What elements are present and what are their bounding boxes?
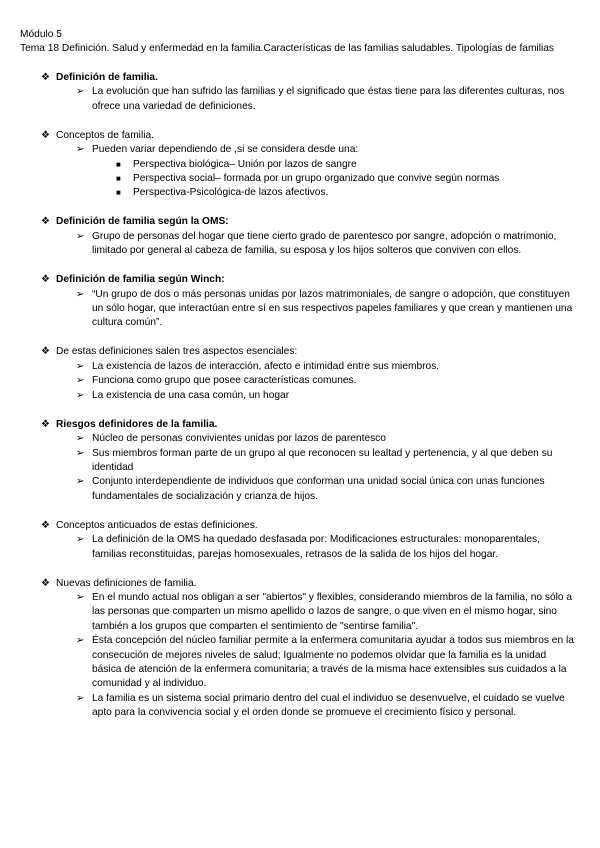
list-item-text: La existencia de lazos de interacción, afecto e intimidad entre sus miembros. bbox=[92, 360, 440, 372]
arrow-bullet-icon: ➢ bbox=[76, 375, 85, 387]
list-item-text: Núcleo de personas convivientes unidas por lazos de parentesco bbox=[92, 433, 386, 445]
list-item-text: Funciona como grupo que posee características comunes. bbox=[92, 375, 357, 387]
square-bullet-icon: ■ bbox=[116, 188, 121, 198]
section-title: Definición de familia según Winch: bbox=[56, 274, 225, 286]
module-title: Módulo 5 bbox=[20, 29, 62, 40]
section-heading bbox=[20, 345, 580, 359]
section-title: Definición de familia según la OMS: bbox=[56, 216, 229, 228]
diamond-bullet-icon: ❖ bbox=[41, 129, 50, 141]
topic-title: Tema 18 Definición. Salud y enfermedad en la familia.Características de las familias saludables. Tipologías de familias bbox=[20, 43, 554, 55]
list-item-text: La evolución que han sufrido las familias y el significado que éstas tiene para las diferentes culturas, nos ofrece una variedad de definiciones. bbox=[92, 86, 565, 112]
arrow-bullet-icon: ➢ bbox=[76, 360, 85, 372]
square-bullet-icon: ■ bbox=[116, 174, 121, 184]
section bbox=[20, 215, 580, 258]
arrow-bullet-icon: ➢ bbox=[76, 692, 85, 704]
diamond-bullet-icon: ❖ bbox=[41, 72, 50, 83]
diamond-bullet-icon: ❖ bbox=[41, 274, 50, 286]
section bbox=[20, 345, 580, 403]
section-title: Conceptos anticuados de estas definiciones. bbox=[56, 519, 258, 531]
section bbox=[20, 519, 580, 562]
list-item bbox=[20, 475, 580, 504]
section-heading bbox=[20, 129, 580, 143]
section-title: Riesgos definidores de la familia. bbox=[56, 418, 218, 430]
section bbox=[20, 577, 580, 721]
diamond-bullet-icon: ❖ bbox=[41, 577, 50, 589]
section-heading bbox=[20, 215, 580, 229]
list-item bbox=[20, 230, 580, 259]
sub-list-item-text: Perspectiva social– formada por un grupo organizado que convive según normas bbox=[133, 173, 500, 185]
sub-list-item-text: Perspectiva-Psicológica-de lazos afectivos. bbox=[133, 187, 329, 199]
list-item-text: La familia es un sistema social primario dentro del cual el individuo se desenvuelve, el cuidado se vuelve apto para la convivencia social y el orden donde se promueve el crecimiento físico y personal. bbox=[92, 692, 565, 719]
list-item bbox=[20, 634, 580, 692]
diamond-bullet-icon: ❖ bbox=[41, 519, 50, 531]
list-item-text: Sus miembros forman parte de un grupo al que reconocen su lealtad y pertenencia, y al que deben su identidad bbox=[92, 447, 553, 473]
arrow-bullet-icon: ➢ bbox=[76, 534, 85, 546]
section-title: Nuevas definiciones de familia. bbox=[56, 577, 197, 589]
section bbox=[20, 273, 580, 331]
arrow-bullet-icon: ➢ bbox=[76, 476, 85, 488]
list-item bbox=[20, 432, 580, 446]
list-item bbox=[20, 447, 580, 476]
section-heading bbox=[20, 273, 580, 287]
list-item bbox=[20, 389, 580, 403]
document-header bbox=[20, 28, 580, 57]
list-item-text: Pueden variar dependiendo de ,si se considera desde una: bbox=[92, 144, 359, 156]
arrow-bullet-icon: ➢ bbox=[76, 288, 85, 300]
list-item bbox=[20, 143, 580, 157]
square-bullet-icon: ■ bbox=[116, 159, 121, 169]
section bbox=[20, 418, 580, 504]
diamond-bullet-icon: ❖ bbox=[41, 216, 50, 228]
section-heading bbox=[20, 418, 580, 432]
arrow-bullet-icon: ➢ bbox=[76, 447, 85, 459]
section-title: Definición de familia. bbox=[56, 72, 158, 83]
list-item bbox=[20, 374, 580, 388]
sub-list-item bbox=[20, 172, 580, 186]
diamond-bullet-icon: ❖ bbox=[41, 346, 50, 358]
section-title: De estas definiciones salen tres aspectos esenciales: bbox=[56, 346, 298, 358]
list-item bbox=[20, 692, 580, 721]
arrow-bullet-icon: ➢ bbox=[76, 389, 85, 401]
sub-list-item bbox=[20, 186, 580, 200]
arrow-bullet-icon: ➢ bbox=[76, 86, 85, 98]
section-title: Conceptos de familia. bbox=[56, 129, 154, 141]
arrow-bullet-icon: ➢ bbox=[76, 635, 85, 647]
list-item-text: Conjunto interdependiente de individuos que conforman una unidad social única con unas funciones fundamentales de socialización y crianza de hijos. bbox=[92, 476, 545, 502]
sub-list-item bbox=[20, 158, 580, 172]
list-item bbox=[20, 591, 580, 634]
arrow-bullet-icon: ➢ bbox=[76, 144, 85, 156]
section bbox=[20, 71, 580, 114]
arrow-bullet-icon: ➢ bbox=[76, 591, 85, 603]
section-heading bbox=[20, 577, 580, 591]
section-list bbox=[20, 71, 580, 735]
list-item-text: Grupo de personas del hogar que tiene cierto grado de parentesco por sangre, adopción o matrimonio, limitado por general al cabeza de familia, su esposa y los hijos solteros que conviven con ellos. bbox=[92, 230, 557, 257]
list-item bbox=[20, 85, 580, 114]
sub-list-item-text: Perspectiva biológica– Unión por lazos de sangre bbox=[133, 158, 357, 170]
arrow-bullet-icon: ➢ bbox=[76, 433, 85, 445]
arrow-bullet-icon: ➢ bbox=[76, 230, 85, 242]
section bbox=[20, 129, 580, 201]
list-item bbox=[20, 533, 580, 562]
list-item bbox=[20, 288, 580, 331]
list-item bbox=[20, 360, 580, 374]
list-item-text: En el mundo actual nos obligan a ser "abiertos" y flexibles, considerando miembros de la familia, no sólo a las personas que comparten un mismo apellido o lazos de sangre, o que viven en el mismo hogar, sino también a los grupos que comparten el sentimiento de "sentirse familia". bbox=[92, 591, 573, 632]
list-item-text: “Un grupo de dos o más personas unidas por lazos matrimoniales, de sangre o adopción, que constituyen un sólo hogar, que interactúan entre sí en sus respectivos papeles familiares y que crean y mantienen una cultura común”. bbox=[92, 288, 573, 329]
diamond-bullet-icon: ❖ bbox=[41, 418, 50, 430]
list-item-text: La existencia de una casa común, un hogar bbox=[92, 389, 290, 401]
section-heading bbox=[20, 519, 580, 533]
list-item-text: Ésta concepción del núcleo familiar permite a la enfermera comunitaria ayudar a todos sus miembros en la consecución de mejores niveles de salud; Igualmente no podemos olvidar que la familia es la unidad básica de atención de la enfermera comunitaria; a través de la misma hace extensibles sus cuidados a la comunidad y al individuo. bbox=[92, 635, 574, 690]
list-item-text: La definición de la OMS ha quedado desfasada por: Modificaciones estructurales: monoparentales, familias reconstituidas, parejas homosexuales, retrasos de la salida de los hijos del hogar. bbox=[92, 534, 540, 560]
section-heading bbox=[20, 71, 580, 85]
